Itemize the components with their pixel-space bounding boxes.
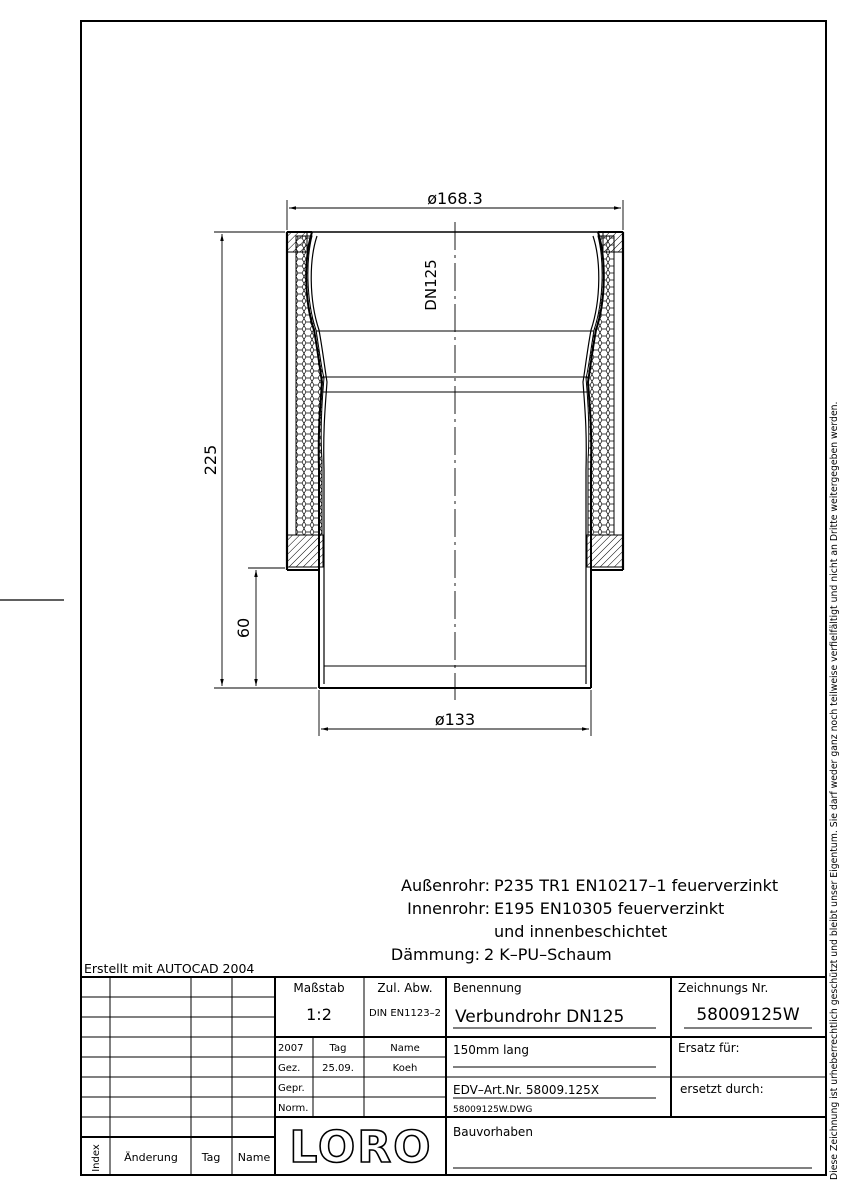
seal-bottom-right bbox=[587, 535, 623, 567]
dim-spigot-length: 60 bbox=[234, 617, 253, 639]
outer-pipe-spec-label: Außenrohr: bbox=[401, 876, 490, 895]
nominal-size-label: DN125 bbox=[422, 259, 440, 311]
inner-pipe-spec-value-2: und innenbeschichtet bbox=[494, 922, 668, 941]
drawing-number-value: 58009125W bbox=[696, 1005, 800, 1025]
insulation-spec-label: Dämmung: bbox=[390, 945, 480, 964]
pipe-section bbox=[287, 222, 623, 700]
name-label: Name bbox=[390, 1043, 420, 1054]
day-label: Tag bbox=[329, 1043, 347, 1054]
norm-label: Norm. bbox=[278, 1103, 309, 1114]
drawn-date: 25.09. bbox=[322, 1063, 354, 1074]
project-label: Bauvorhaben bbox=[453, 1125, 533, 1139]
dim-outer-diameter: ø168.3 bbox=[427, 189, 483, 208]
designation-label: Benennung bbox=[453, 981, 522, 995]
tolerance-value: DIN EN1123–2 bbox=[369, 1008, 441, 1019]
checked-label: Gepr. bbox=[278, 1083, 305, 1094]
seal-top-left bbox=[287, 232, 307, 252]
seal-top-right bbox=[603, 232, 623, 252]
inner-pipe-spec-label: Innenrohr: bbox=[407, 899, 490, 918]
drawn-name: Koeh bbox=[392, 1063, 418, 1074]
outer-pipe-spec-value: P235 TR1 EN10217–1 feuerverzinkt bbox=[494, 876, 779, 895]
replaced-by-label: ersetzt durch: bbox=[680, 1082, 764, 1096]
rev-change-label: Änderung bbox=[124, 1151, 178, 1164]
company-logo: LORO bbox=[289, 1122, 433, 1173]
replacement-label: Ersatz für: bbox=[678, 1041, 740, 1055]
drawing-number-label: Zeichnungs Nr. bbox=[678, 981, 769, 995]
edv-text: EDV–Art.Nr. 58009.125X bbox=[453, 1083, 600, 1097]
created-with-label: Erstellt mit AUTOCAD 2004 bbox=[84, 961, 255, 976]
year-label: 2007 bbox=[278, 1043, 304, 1054]
rev-index-label: Index bbox=[91, 1144, 102, 1172]
designation-value: Verbundrohr DN125 bbox=[455, 1007, 625, 1027]
drawn-label: Gez. bbox=[278, 1063, 301, 1074]
tolerance-label: Zul. Abw. bbox=[377, 981, 433, 995]
dim-inner-diameter: ø133 bbox=[434, 710, 476, 729]
inner-pipe-spec-value: E195 EN10305 feuerverzinkt bbox=[494, 899, 725, 918]
dimension-lines bbox=[214, 200, 623, 736]
rev-name-label: Name bbox=[237, 1151, 271, 1164]
file-name-text: 58009125W.DWG bbox=[453, 1105, 533, 1115]
seal-bottom-left bbox=[287, 535, 323, 567]
scale-label: Maßstab bbox=[293, 981, 345, 995]
length-text: 150mm lang bbox=[453, 1043, 530, 1057]
rev-day-label: Tag bbox=[201, 1151, 221, 1164]
copyright-note: Diese Zeichnung ist urheberrechtlich geschützt und bleibt unser Eigentum. Sie darf weder ganz noch teilweise verfielfältigt und nicht an Dritte weitergegeben werden. bbox=[829, 401, 840, 1180]
insulation-spec-value: 2 K–PU–Schaum bbox=[484, 945, 612, 964]
dim-total-length: 225 bbox=[201, 444, 220, 476]
scale-value: 1:2 bbox=[306, 1005, 332, 1024]
